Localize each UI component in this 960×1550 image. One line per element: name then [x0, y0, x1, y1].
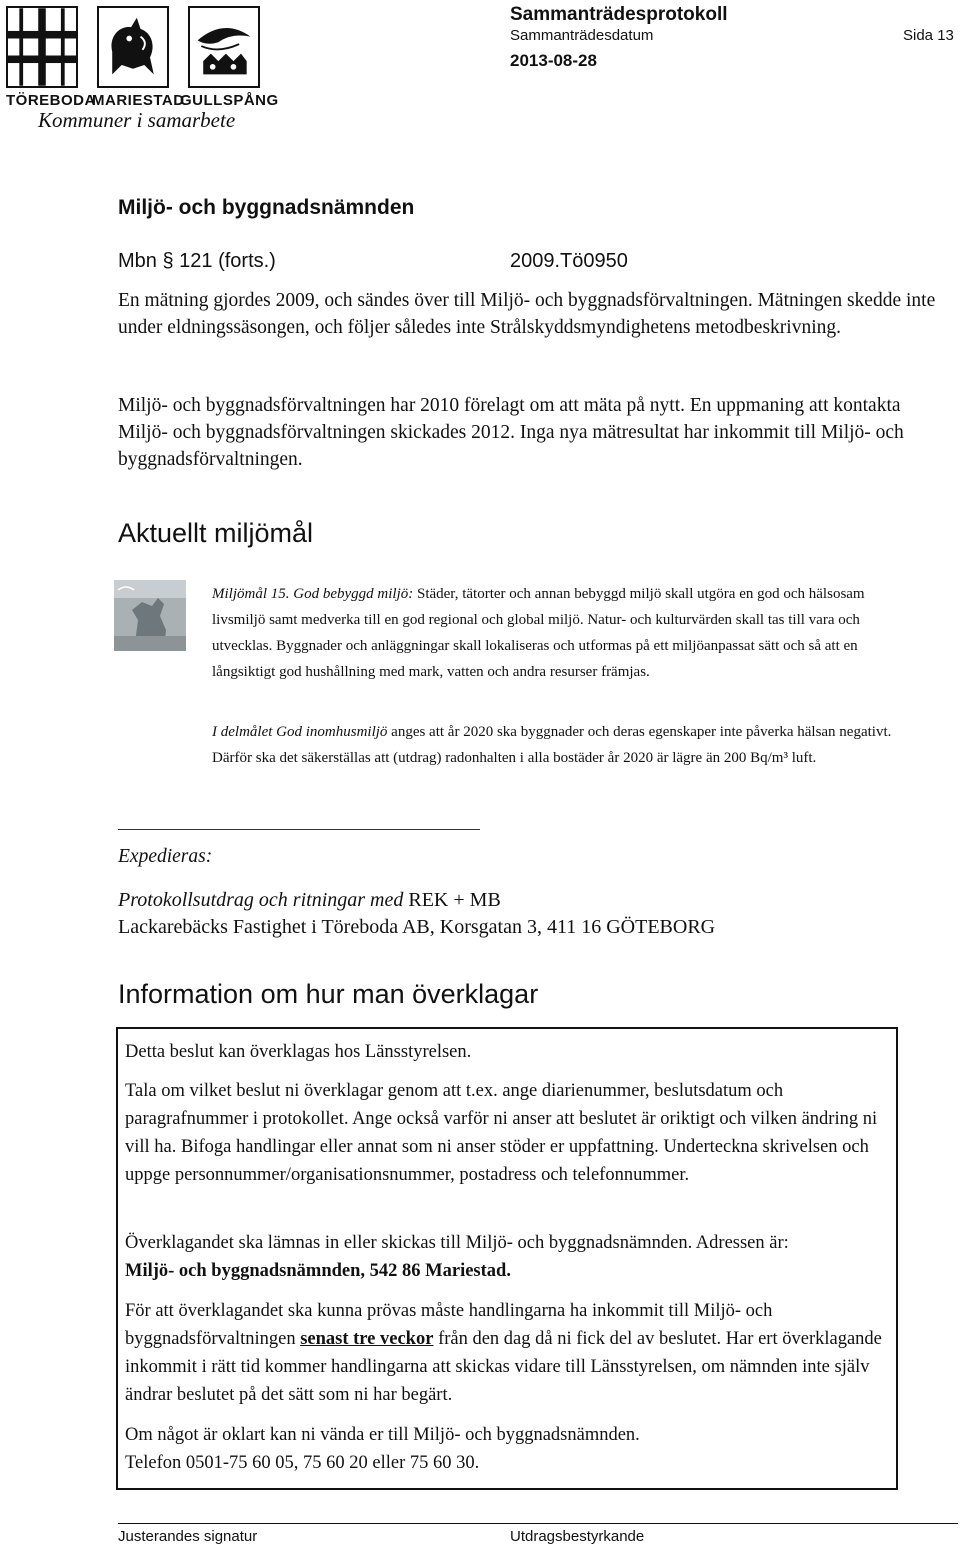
appeal-deadline-text-rest: från den dag då ni fick del av beslutet. Har ert överklagande inkommit i rätt tid kommer handlingarna att skickas vidare till Länsstyrelsen, om nämnden inte själv ändrar beslutet på det sätt som ni har begärt. [125, 1329, 882, 1405]
appeal-deadline-text: För att överklagandet ska kunna prövas måste handlingarna ha inkommit till Miljö- och byggnadsförvaltningen [125, 1301, 773, 1349]
municipality-name: MARIESTAD [92, 92, 185, 109]
document-title: Sammanträdesprotokoll [510, 4, 728, 25]
body-paragraph: Miljö- och byggnadsförvaltningen har 2010 förelagt om att mäta på nytt. En uppmaning att kontakta Miljö- och byggnadsförvaltningen skickades 2012. Inga nya mätresultat har inkommit till Miljö- och byggnadsförvaltningen. [118, 395, 904, 470]
body-paragraph: En mätning gjordes 2009, och sändes över till Miljö- och byggnadsförvaltningen. Mätningen skedde inte under eldningssäsongen, och följer således inte Strålskyddsmyndighetens metodbeskrivning. [118, 290, 936, 338]
environmental-goal-body: Städer, tätorter och annan bebyggd miljö skall utgöra en god och hälsosam livsmiljö samt medverka till en god regional och global miljö. Natur- och kulturvärden skall tas till vara och utvecklas. Byggnader och anläggningar skall lokaliseras och utformas på ett miljöanpassat sätt och så att en långsiktigt god hushållning med mark, vatten och andra resurser främjas. [212, 586, 865, 680]
divider [118, 829, 480, 830]
toreboda-coat-of-arms-icon [6, 6, 78, 88]
appeal-heading: Information om hur man överklagar [118, 979, 539, 1009]
page-number: Sida 13 [903, 27, 954, 44]
board-name: Miljö- och byggnadsnämnden [118, 196, 415, 219]
appeal-address: Miljö- och byggnadsnämnden, 542 86 Mariestad. [125, 1261, 511, 1281]
case-number: 2009.Tö0950 [510, 250, 628, 272]
environmental-goal-text [212, 581, 912, 685]
section-reference: Mbn § 121 (forts.) [118, 250, 276, 272]
gullspang-coat-of-arms-icon [188, 6, 260, 88]
dispatch-line-italic: Protokollsutdrag och ritningar med [118, 889, 404, 911]
mariestad-coat-of-arms-icon [97, 6, 169, 88]
appeal-deadline-paragraph [125, 1297, 891, 1409]
appeal-phone: Telefon 0501-75 60 05, 75 60 20 eller 75 60 30. [125, 1453, 480, 1473]
appeal-paragraph: Tala om vilket beslut ni överklagar genom att t.ex. ange diarienummer, beslutsdatum och paragrafnummer i protokollet. Ange också varför ni anser att beslutet är oriktigt och vilken ändring ni vill ha. Bifoga handlingar eller annat som ni anser stöder er uppfattning. Underteckna skrivelsen och uppge personnummer/organisationsnummer, postadress och telefonnummer. [125, 1081, 878, 1185]
dispatch-label: Expedieras: [118, 846, 213, 867]
environment-heading: Aktuellt miljömål [118, 518, 314, 548]
dispatch-recipient: Lackarebäcks Fastighet i Töreboda AB, Korsgatan 3, 411 16 GÖTEBORG [118, 916, 716, 938]
dispatch-line-rest: REK + MB [403, 889, 501, 911]
tagline: Kommuner i samarbete [38, 108, 236, 132]
environmental-goal-label: Miljömål 15. God bebyggd miljö: [212, 586, 414, 602]
dispatch-line [118, 889, 948, 912]
footer-signature-label: Justerandes signatur [118, 1528, 258, 1545]
meeting-date-label: Sammanträdesdatum [510, 27, 654, 44]
footer-divider [118, 1523, 958, 1524]
statue-photo [114, 580, 186, 651]
sub-goal-body: anges att år 2020 ska byggnader och deras egenskaper inte påverka hälsan negativt. Därför ska det säkerställas att (utdrag) radonhalten i alla bostäder år 2020 är lägre än 200 Bq/m³ luft. [212, 724, 892, 766]
municipality-name: TÖREBODA [6, 92, 96, 109]
meeting-date: 2013-08-28 [510, 51, 597, 70]
appeal-paragraph: Överklagandet ska lämnas in eller skickas till Miljö- och byggnadsnämnden. Adressen är: [125, 1233, 789, 1253]
appeal-paragraph: Detta beslut kan överklagas hos Länsstyrelsen. [125, 1042, 472, 1062]
sub-goal-label: I delmålet God inomhusmiljö [212, 724, 388, 740]
sub-goal-text [212, 719, 912, 771]
appeal-contact: Om något är oklart kan ni vända er till Miljö- och byggnadsnämnden. [125, 1425, 640, 1445]
municipality-name: GULLSPÅNG [180, 92, 279, 109]
appeal-deadline-emphasis: senast tre veckor [300, 1329, 434, 1349]
footer-certification-label: Utdragsbestyrkande [510, 1528, 645, 1545]
